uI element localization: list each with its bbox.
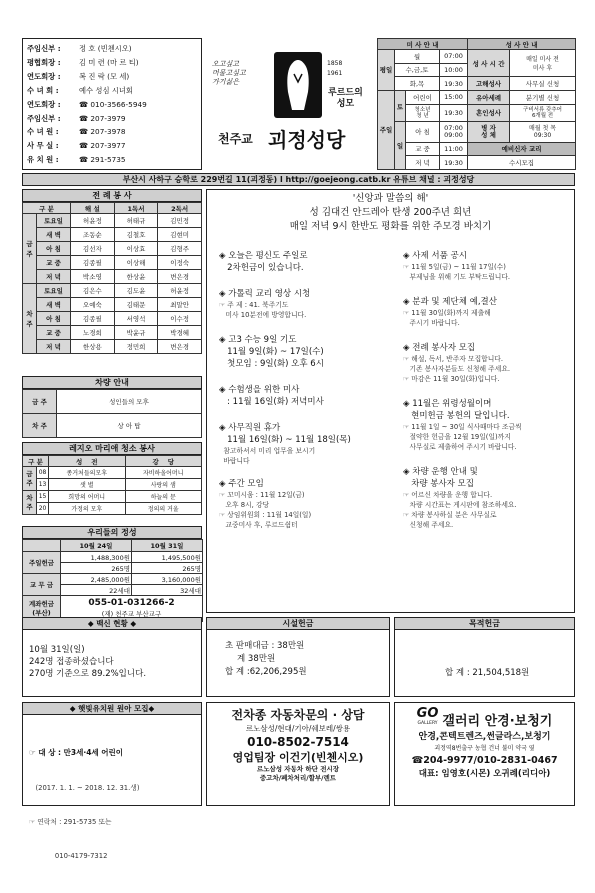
liturgy-person: 김태문 xyxy=(114,298,158,312)
vehicle-section xyxy=(22,376,202,438)
notice-title: ◈ 11월은 위령성월이며 현미헌금 봉헌의 달입니다. xyxy=(403,399,510,421)
liturgy-person: 최말안 xyxy=(158,298,202,312)
liturgy-title: 전 례 봉 사 xyxy=(22,189,202,202)
staff-role: 주임신부 : xyxy=(27,113,61,123)
staff-role: 수 녀 원 : xyxy=(27,127,59,137)
bottom-finance xyxy=(22,617,575,697)
legio-cell: 20 xyxy=(37,503,49,515)
notice-item xyxy=(219,384,397,408)
account-number: 055-01-031266-2 xyxy=(88,597,175,608)
liturgy-person: 허윤정 xyxy=(71,214,115,228)
liturgy-person: 이상해 xyxy=(114,256,158,270)
mass-time: 15:00 xyxy=(440,90,468,104)
notice-body: ☞ 주 제 : 41. 북주기도 미사 10분전에 방영합니다. xyxy=(219,301,307,319)
staff-row xyxy=(27,125,197,139)
liturgy-header: 1독서 xyxy=(114,203,158,214)
liturgy-person: 이정숙 xyxy=(158,256,202,270)
legio-cell: 종거처들의모후 xyxy=(49,467,125,479)
staff-value: 정 호 (빈첸시오) xyxy=(79,44,132,53)
facility-body xyxy=(207,630,389,679)
staff-row xyxy=(27,98,197,112)
theme: '신앙과 말씀의 해' xyxy=(352,193,429,204)
legio-cell: 정의의 거울 xyxy=(125,503,202,515)
liturgy-person: 김철호 xyxy=(114,228,158,242)
year-top: 1858 xyxy=(327,60,343,67)
liturgy-row xyxy=(23,326,202,340)
offering-value: 265명 xyxy=(132,563,203,574)
liturgy-person: 한상용 xyxy=(71,340,115,354)
notice-title: ◈ 전례 봉사자 모집 xyxy=(403,343,476,353)
liturgy-person: 서영석 xyxy=(114,312,158,326)
offering-value: 22세대 xyxy=(61,585,132,596)
liturgy-row xyxy=(23,298,202,312)
purpose-title: 목적헌금 xyxy=(395,618,574,630)
liturgy-row xyxy=(23,312,202,326)
sacrament-value: 매월 첫 목 09:30 xyxy=(510,122,576,142)
legio-header-hall xyxy=(125,456,202,467)
notice-item xyxy=(403,466,573,530)
jubilee-line: 성 김대건 안드레아 탄생 200주년 희년 xyxy=(309,207,472,218)
liturgy-slot: 새 벽 xyxy=(37,228,71,242)
notice-title: ◈ 오늘은 평신도 주일로 2차헌금이 있습니다. xyxy=(219,251,308,273)
liturgy-header: 2독서 xyxy=(158,203,202,214)
notice-title: ◈ 차량 운행 안내 및 차량 봉사자 모집 xyxy=(403,467,478,489)
notice-body: ☞ 11월 5일(금) ~ 11월 17일(수) 부제님을 위해 기도 부탁드립니다. xyxy=(403,263,511,281)
staff-list xyxy=(27,42,197,167)
offering-date1: 10월 24일 xyxy=(61,540,132,552)
slogan: 오고싶고 머물고싶고 가기싫은 xyxy=(212,60,246,86)
liturgy-person: 김종필 xyxy=(71,256,115,270)
liturgy-person: 변은경 xyxy=(158,340,202,354)
account-owner: (재) 천주교 부산교구 xyxy=(101,609,162,618)
offering-value: 32세대 xyxy=(132,585,203,596)
offering-value: 1,495,500원 xyxy=(132,552,203,563)
staff-row xyxy=(27,153,197,167)
liturgy-row xyxy=(23,214,202,228)
heading xyxy=(207,190,574,234)
liturgy-person: 김은수 xyxy=(71,284,115,298)
staff-row xyxy=(27,42,197,56)
weekday-label: 평일 xyxy=(378,50,395,91)
sacrament-name: 병 자 성 체 xyxy=(468,122,510,142)
sunday-label: 주일 xyxy=(378,90,395,169)
liturgy-slot: 아 침 xyxy=(37,312,71,326)
legio-header-sanctuary xyxy=(49,456,125,467)
prayer-line: 매일 저녁 9시 한반도 평화를 위한 주모경 바치기 xyxy=(289,221,492,232)
staff-row xyxy=(27,139,197,153)
liturgy-person: 김현미 xyxy=(158,228,202,242)
purpose-box xyxy=(394,617,575,697)
legio-row xyxy=(23,491,202,503)
liturgy-slot: 토요일 xyxy=(37,214,71,228)
sunday-offering-label: 주일헌금 xyxy=(23,552,61,574)
catechist-title: 예비신자 교리 xyxy=(468,142,576,156)
liturgy-person: 김선자 xyxy=(71,242,115,256)
car-ad-manager: 영업팀장 이건기(빈첸시오) xyxy=(232,751,364,764)
notice-item xyxy=(219,478,397,530)
mass-day: 어린이 xyxy=(406,90,440,104)
staff-role: 유 치 원 : xyxy=(27,155,59,165)
lourdes-logo-icon xyxy=(274,52,322,118)
legio-cell: 가정의 모후 xyxy=(49,503,125,515)
kinder-phone: 010-4179-7312 xyxy=(29,852,108,860)
mass-day: 수,금,토 xyxy=(395,63,440,77)
staff-value: ☎ 291-5735 xyxy=(79,155,126,165)
notice-title: ◈ 고3 수능 9일 기도 11월 9일(화) ~ 17일(수) 첫모임 : 9일(화) 오후 6시 xyxy=(219,335,324,369)
liturgy-slot: 아 침 xyxy=(37,242,71,256)
staff-value: ☎ 207-3979 xyxy=(79,113,126,123)
legio-cell: 하늘의 문 xyxy=(125,491,202,503)
sacrament-value: 분기별 신청 xyxy=(510,90,576,104)
lourdes-label: 루르드의 성모 xyxy=(328,88,363,109)
liturgy-row xyxy=(23,228,202,242)
account-label: 계좌헌금 (부산) xyxy=(23,596,61,622)
mass-time: 19:30 xyxy=(440,156,468,170)
mass-day: 교 중 xyxy=(406,142,440,156)
mass-day: 월 xyxy=(395,50,440,64)
notice-item xyxy=(219,288,397,320)
sacrament-value: 사무실 신청 xyxy=(510,77,576,91)
legio-cell: 13 xyxy=(37,479,49,491)
mass-guide xyxy=(377,38,575,170)
year-bottom: 1961 xyxy=(327,70,343,77)
gallery-ad-phone: ☎204-9977/010-2831-0467 xyxy=(411,755,558,766)
liturgy-person: 이수정 xyxy=(158,312,202,326)
car-ad xyxy=(206,702,390,806)
legio-section xyxy=(22,442,202,515)
staff-box xyxy=(22,38,202,170)
kinder-target: ☞ 대 상 : 만3세·4세 어린이 xyxy=(29,748,124,757)
staff-role: 연도회장 : xyxy=(27,71,61,81)
legio-title: 레지오 마리애 청소 봉사 xyxy=(22,442,202,455)
notice-title: ◈ 사무직원 휴가 11월 16일(화) ~ 11월 18일(목) xyxy=(219,423,351,445)
notices-left xyxy=(219,250,397,540)
liturgy-person: 한상윤 xyxy=(114,270,158,284)
liturgy-person: 박경혜 xyxy=(158,326,202,340)
gallery-logo xyxy=(416,706,439,729)
legio-cell: 15 xyxy=(37,491,49,503)
catechist-value: 수시모집 xyxy=(468,156,576,170)
gallery-ad-title: 갤러리 안경·보청기 xyxy=(442,713,553,729)
vaccine-box xyxy=(22,617,202,697)
logo-area xyxy=(206,38,374,170)
liturgy-person: 정민희 xyxy=(114,340,158,354)
staff-row xyxy=(27,70,197,84)
liturgy-row xyxy=(23,284,202,298)
gallery-ad-products: 안경,콘텍트렌즈,썬글라스,보청기 xyxy=(418,732,551,742)
legio-group: 차 주 xyxy=(23,491,37,515)
liturgy-person: 노경희 xyxy=(71,326,115,340)
vehicle-next-label: 차 주 xyxy=(23,414,57,438)
offering-title: 우리들의 정성 xyxy=(22,526,202,539)
notice-body: ☞ 꼬미시움 : 11월 12일(금) 오후 8시, 강당 ☞ 상임위원회 : 11월 14일(일) 교중미사 후, 루르드쉼터 xyxy=(219,491,312,529)
liturgy-person: 김종필 xyxy=(71,312,115,326)
liturgy-person: 허태규 xyxy=(114,214,158,228)
mass-day: 화,목 xyxy=(395,77,440,91)
sacrament-name: 혼인성사 xyxy=(468,104,510,122)
legio-h1: 성 xyxy=(75,457,83,466)
liturgy-person: 오예숙 xyxy=(71,298,115,312)
mass-title: 미 사 안 내 xyxy=(378,39,468,50)
gallery-ad xyxy=(394,702,575,806)
mass-time: 19:30 xyxy=(440,104,468,122)
kinder-box xyxy=(22,702,202,860)
notice-title: ◈ 분과 및 제단체 예,결산 xyxy=(403,297,497,307)
liturgy-person: 박소영 xyxy=(71,270,115,284)
mass-time: 11:00 xyxy=(440,142,468,156)
staff-value: ☎ 207-3977 xyxy=(79,141,126,151)
vaccine-title: ◆ 백신 현황 ◆ xyxy=(23,618,201,630)
sacrament-title: 성 사 안 내 xyxy=(468,39,576,50)
gallery-ad-header xyxy=(395,707,574,731)
mass-time: 07:00 xyxy=(440,50,468,64)
notice-item xyxy=(403,342,573,384)
notice-item xyxy=(403,296,573,328)
legio-h2: 전 xyxy=(91,457,98,466)
parish-name: 괴정성당 xyxy=(268,128,346,152)
notice-item xyxy=(219,334,397,370)
staff-role: 사 무 실 : xyxy=(27,141,59,151)
liturgy-slot: 저 녁 xyxy=(37,270,71,284)
liturgy-row xyxy=(23,270,202,284)
facility-title: 시설헌금 xyxy=(207,618,389,630)
legio-group: 금 주 xyxy=(23,467,37,491)
facility-line2: 계 38만원 xyxy=(237,654,276,664)
notice-body: ☞ 11월 30일(화)까지 제출해 주시기 바랍니다. xyxy=(403,309,491,327)
vehicle-title: 차량 안내 xyxy=(22,376,202,389)
mass-day: 아 침 xyxy=(406,122,440,142)
staff-value: 예수 성심 시녀회 xyxy=(79,85,133,95)
liturgy-row xyxy=(23,340,202,354)
staff-value: ☎ 010-3566-5949 xyxy=(79,99,147,109)
staff-role: 수 녀 회 : xyxy=(27,85,59,95)
vaccine-text: 10월 31일(일) 242명 접종하셨습니다 270명 기준으로 89.2%입니다. xyxy=(29,645,147,679)
sacrament-name: 고해성사 xyxy=(468,77,510,91)
mass-sub: 일 xyxy=(395,122,406,170)
offering-value: 1,488,300원 xyxy=(61,552,132,563)
notice-item xyxy=(403,250,573,282)
legio-cell: 08 xyxy=(37,467,49,479)
gallery-logo-mark: GO xyxy=(416,706,439,721)
sacrament-value: 구비서류 갖추어 6개월 전 xyxy=(510,104,576,122)
mass-day: 청소년 청 년 xyxy=(406,104,440,122)
sacrament-name: 유아세례 xyxy=(468,90,510,104)
notice-body: ☞ 해설, 독서, 반주자 모집합니다. 기존 봉사자분들도 신청해 주세요. ☞ 마감은 11월 30일(화)입니다. xyxy=(403,355,511,383)
address-banner: 부산시 사하구 승학로 229번길 11(괴정동) l http://goejeong.catb.kr 유튜브 채널 : 괴정성당 xyxy=(22,173,575,186)
offering-value: 2,485,000원 xyxy=(61,574,132,585)
vehicle-next-value: 상 아 탑 xyxy=(57,414,202,438)
sacrament-value: 매일 미사 전 미사 후 xyxy=(510,50,576,77)
purpose-total: 합 계 : 21,504,518원 xyxy=(445,668,530,678)
liturgy-slot: 새 벽 xyxy=(37,298,71,312)
facility-box xyxy=(206,617,390,697)
car-ad-note1: 르노삼성 자동차 하단 전시장 xyxy=(256,765,340,773)
kinder-birth: (2017. 1. 1. ~ 2018. 12. 31.생) xyxy=(29,784,140,792)
notice-title: ◈ 가톨릭 교리 영상 시청 xyxy=(219,289,311,299)
staff-role: 평협회장 : xyxy=(27,57,61,67)
staff-role: 주임신부 : xyxy=(27,44,61,53)
notice-body: ☞ 어르신 차량을 운행 합니다. 차량 시간표는 게시판에 참조하세요. ☞ 차량 봉사하실 분은 사무실로 신청해 주세요. xyxy=(403,491,517,529)
notices-right xyxy=(403,250,573,540)
staff-value: ☎ 207-3978 xyxy=(79,127,126,137)
notice-title: ◈ 사제 서품 공시 xyxy=(403,251,467,261)
legio-cell: 샛 별 xyxy=(49,479,125,491)
staff-value: 김 미 련 (마 르 티) xyxy=(79,57,139,67)
notice-item xyxy=(403,398,573,452)
sacrament-name: 성 사 시 간 xyxy=(468,50,510,77)
legio-h3: 강 xyxy=(152,457,159,466)
car-ad-note2: 중고차/폐차처리/할부/렌트 xyxy=(259,774,337,782)
car-ad-phone: 010-8502-7514 xyxy=(247,735,349,749)
notice-title: ◈ 수험생을 위한 미사 : 11월 16일(화) 저녁미사 xyxy=(219,385,324,407)
liturgy-header: 구 분 xyxy=(23,203,71,214)
mass-time: 07:00 09:00 xyxy=(440,122,468,142)
parish-prefix: 천주교 xyxy=(218,132,253,146)
legio-cell: 희망의 어머니 xyxy=(49,491,125,503)
liturgy-person: 김도윤 xyxy=(114,284,158,298)
legio-cell: 자비하올어머니 xyxy=(125,467,202,479)
legio-row xyxy=(23,467,202,479)
staff-value: 복 진 락 (모 세) xyxy=(79,71,130,81)
liturgy-group: 차 주 xyxy=(23,284,37,354)
vehicle-this-label: 금 주 xyxy=(23,390,57,414)
liturgy-group: 금 주 xyxy=(23,214,37,284)
notice-item xyxy=(219,250,397,274)
gallery-logo-text: GALLERY xyxy=(417,721,438,726)
bulletin-page xyxy=(22,38,575,860)
offering-value: 3,160,000원 xyxy=(132,574,203,585)
mass-day: 저 녁 xyxy=(406,156,440,170)
kinder-title: ◆ 햇빛유치원 원아 모집◆ xyxy=(23,703,201,715)
kinder-body xyxy=(23,715,201,893)
legio-h4: 당 xyxy=(167,457,175,466)
liturgy-person: 김형주 xyxy=(158,242,202,256)
church-tax-label: 교 무 금 xyxy=(23,574,61,596)
mass-sub: 토 xyxy=(395,90,406,121)
liturgy-person: 박윤규 xyxy=(114,326,158,340)
facility-line3: 합 계 :62,206,295원 xyxy=(225,667,307,677)
liturgy-slot: 교 중 xyxy=(37,256,71,270)
legio-row xyxy=(23,503,202,515)
liturgy-person: 김민정 xyxy=(158,214,202,228)
car-ad-title: 전차종 자동차문의 · 상담 xyxy=(231,708,365,722)
mass-time: 10:00 xyxy=(440,63,468,77)
gallery-ad-address: 괴정역8번출구 농협 건너 불미 약국 옆 xyxy=(434,745,535,752)
legio-header: 구 분 xyxy=(23,456,49,467)
vehicle-this-value: 성인들의 모후 xyxy=(57,390,202,414)
liturgy-person: 변은경 xyxy=(158,270,202,284)
staff-row xyxy=(27,56,197,70)
notice-title: ◈ 주간 모임 xyxy=(219,479,264,489)
liturgy-person: 이상효 xyxy=(114,242,158,256)
kinder-contact: ☞ 연락처 : 291-5735 또는 xyxy=(29,818,112,826)
liturgy-slot: 저 녁 xyxy=(37,340,71,354)
liturgy-row xyxy=(23,256,202,270)
legio-row xyxy=(23,479,202,491)
mass-time: 19:30 xyxy=(440,77,468,91)
notice-item xyxy=(219,422,397,466)
offering-date2: 10월 31일 xyxy=(132,540,203,552)
announcements xyxy=(206,189,575,613)
facility-line1: 초 판매대금 : 38만원 xyxy=(225,641,305,651)
staff-row xyxy=(27,112,197,126)
notice-body: 참고하셔서 미리 업무을 보시기 바랍니다 xyxy=(223,447,316,465)
staff-role: 연도회장 : xyxy=(27,99,61,109)
staff-row xyxy=(27,84,197,98)
car-ad-brands: 르노삼성/현대/기아/쉐보레/쌍용 xyxy=(245,724,351,733)
liturgy-header: 해 설 xyxy=(71,203,115,214)
offering-section xyxy=(22,526,202,622)
gallery-ad-owner: 대표: 임영호(시몬) 오귀례(리디아) xyxy=(418,769,551,779)
liturgy-person: 허윤정 xyxy=(158,284,202,298)
offering-value: 265명 xyxy=(61,563,132,574)
legio-cell: 사랑의 샘 xyxy=(125,479,202,491)
liturgy-slot: 토요일 xyxy=(37,284,71,298)
liturgy-section xyxy=(22,189,202,354)
notice-body: ☞ 11월 1일 ~ 30일 식사때마다 조금씩 절약한 헌금을 12월 19일(일)까지 사무실로 제출하여 주시기 바랍니다. xyxy=(403,423,522,451)
liturgy-slot: 교 중 xyxy=(37,326,71,340)
liturgy-person: 조동순 xyxy=(71,228,115,242)
liturgy-row xyxy=(23,242,202,256)
